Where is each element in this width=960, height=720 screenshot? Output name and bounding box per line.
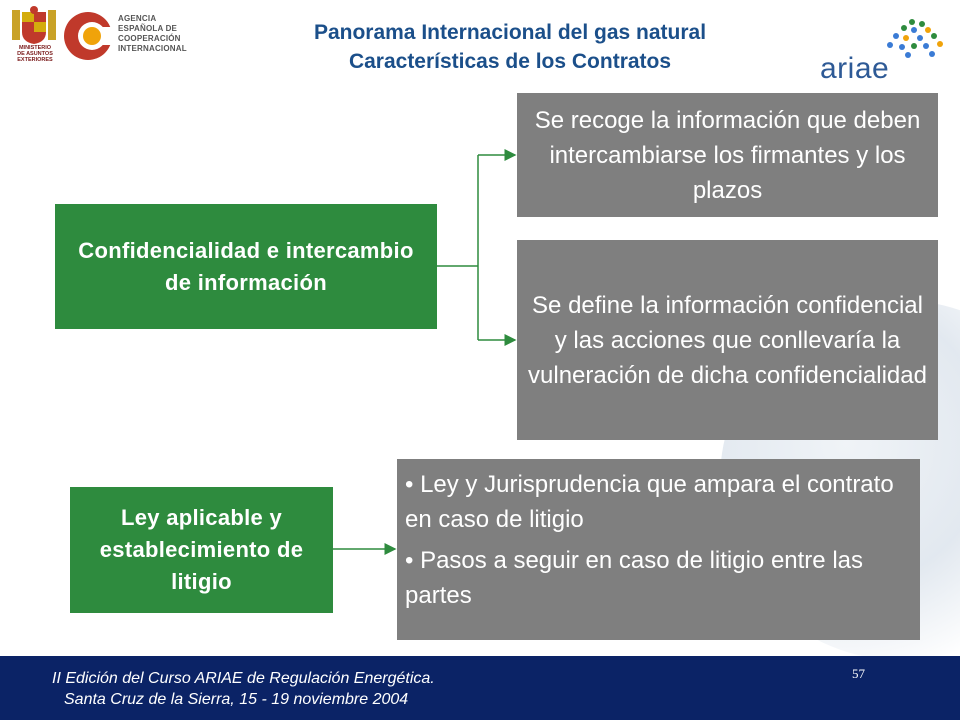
ministry-line-2: DE ASUNTOS xyxy=(17,51,53,57)
aeci-logo-icon xyxy=(62,10,114,62)
ley-aplicable-box xyxy=(70,487,333,613)
title-line-1: Panorama Internacional del gas natural xyxy=(313,21,707,44)
slide-title xyxy=(180,18,840,76)
bullet-item: • Ley y Jurisprudencia que ampara el contrato en caso de litigio xyxy=(405,471,894,533)
footer-bar xyxy=(0,656,960,720)
info-exchange-box xyxy=(517,93,938,217)
aecid-line-3: COOPERACIÓN xyxy=(118,34,181,43)
ariae-dots-icon xyxy=(884,18,946,60)
confidencialidad-box xyxy=(55,204,437,329)
bullet-item: • Pasos a seguir en caso de litigio entre las partes xyxy=(405,547,863,609)
title-line-2: Características de los Contratos xyxy=(348,50,672,73)
ministry-line-3: EXTERIORES xyxy=(17,57,53,63)
litigio-bullets-box xyxy=(397,459,920,640)
ministry-label xyxy=(12,45,58,63)
ariae-logo-text: ariae xyxy=(820,52,890,85)
aecid-line-2: ESPAÑOLA DE xyxy=(118,24,178,33)
confidencialidad-connector xyxy=(437,155,515,340)
confidencialidad-label: Confidencialidad e intercambio de información xyxy=(78,237,414,295)
aecid-line-1: AGENCIA xyxy=(118,14,157,23)
confidential-info-box xyxy=(517,240,938,440)
confidential-info-text: Se define la información confidencial y las acciones que conllevaría la vulneración de dicha confidencialidad xyxy=(528,291,927,389)
info-exchange-text: Se recoge la información que deben intercambiarse los firmantes y los plazos xyxy=(534,106,921,204)
page-number: 57 xyxy=(852,666,865,681)
footer-location-date: Santa Cruz de la Sierra, 15 - 19 noviembre 2004 xyxy=(64,691,409,708)
aecid-line-4: INTERNACIONAL xyxy=(118,44,187,53)
footer-course-title: II Edición del Curso ARIAE de Regulación Energética. xyxy=(52,670,435,687)
aecid-label xyxy=(118,14,187,54)
ministry-line-1: MINISTERIO xyxy=(18,45,52,51)
ley-aplicable-label: Ley aplicable y establecimiento de litigio xyxy=(99,505,304,594)
